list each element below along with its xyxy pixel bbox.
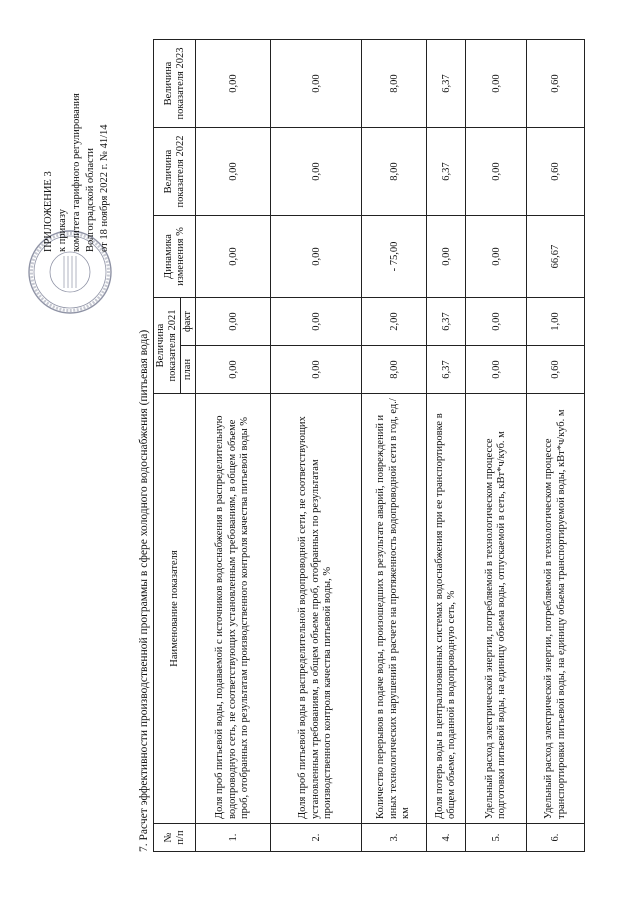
- row-num: 2.: [271, 824, 362, 852]
- rotated-page: [20, 22, 620, 882]
- header-2022: Величина показателя 2022: [154, 128, 196, 216]
- row-plan: 8,00: [362, 346, 427, 394]
- row-fact: 0,00: [271, 298, 362, 346]
- row-fact: 1,00: [527, 298, 585, 346]
- appendix-line: комитета тарифного регулирования: [71, 93, 82, 252]
- table-row: [362, 40, 427, 852]
- row-2023: 6,37: [427, 40, 466, 128]
- appendix-line: от 18 ноября 2022 г. № 41/14: [99, 124, 110, 252]
- table-row: [427, 40, 466, 852]
- appendix-line: к приказу: [57, 209, 68, 252]
- row-2023: 8,00: [362, 40, 427, 128]
- row-name: Доля проб питьевой воды в распределительной водопроводной сети, не соответствующих установленным требованиям, в общем объеме проб, отобранных по результатам производственного контроля качества питьевой воды, %: [271, 394, 362, 824]
- row-name: Количество перерывов в подаче воды, произошедших в результате аварий, повреждений и иных технологических нарушений в расчете на протяженность водопроводной сети в год, ед./км: [362, 394, 427, 824]
- row-fact: 2,00: [362, 298, 427, 346]
- table-row: [196, 40, 271, 852]
- table-row: [466, 40, 527, 852]
- header-dynamics: Динамика изменения %: [154, 216, 196, 298]
- row-dynamics: 66,67: [527, 216, 585, 298]
- row-fact: 6,37: [427, 298, 466, 346]
- row-2023: 0,60: [527, 40, 585, 128]
- row-plan: 0,00: [196, 346, 271, 394]
- header-2021: Величина показателя 2021: [154, 298, 181, 394]
- efficiency-table: [153, 39, 585, 852]
- row-dynamics: - 75,00: [362, 216, 427, 298]
- row-2022: 0,00: [466, 128, 527, 216]
- row-plan: 6,37: [427, 346, 466, 394]
- row-2023: 0,00: [466, 40, 527, 128]
- row-plan: 0,60: [527, 346, 585, 394]
- row-name: Доля проб питьевой воды, подаваемой с источников водоснабжения в распределительную водопроводную сеть, не соответствующих установленным требованиям, в общем объеме проб, отобранных по результатам производственного контроля качества питьевой воды %: [196, 394, 271, 824]
- table-row: [527, 40, 585, 852]
- row-num: 3.: [362, 824, 427, 852]
- row-dynamics: 0,00: [271, 216, 362, 298]
- row-name: Удельный расход электрической энергии, потребляемой в технологическом процессе транспортировки питьевой воды, на единицу объема транспортируемой воды, кВт*ч/куб. м: [527, 394, 585, 824]
- row-dynamics: 0,00: [427, 216, 466, 298]
- row-fact: 0,00: [466, 298, 527, 346]
- row-2023: 0,00: [196, 40, 271, 128]
- row-num: 4.: [427, 824, 466, 852]
- appendix-line: ПРИЛОЖЕНИЕ 3: [43, 171, 54, 252]
- row-name: Доля потерь воды в централизованных системах водоснабжения при ее транспортировке в общем объеме, поданной в водопроводную сеть, %: [427, 394, 466, 824]
- row-2022: 0,60: [527, 128, 585, 216]
- row-num: 6.: [527, 824, 585, 852]
- header-fact: факт: [181, 298, 196, 346]
- row-plan: 0,00: [271, 346, 362, 394]
- row-dynamics: 0,00: [196, 216, 271, 298]
- appendix-block: [42, 93, 112, 252]
- header-2023: Величина показателя 2023: [154, 40, 196, 128]
- row-2023: 0,00: [271, 40, 362, 128]
- row-num: 5.: [466, 824, 527, 852]
- row-2022: 0,00: [196, 128, 271, 216]
- header-name: Наименование показателя: [154, 394, 196, 824]
- row-num: 1.: [196, 824, 271, 852]
- section-title: 7. Расчет эффективности производственной программы в сфере холодного водоснабжения (питьевая вода): [138, 329, 150, 852]
- row-fact: 0,00: [196, 298, 271, 346]
- header-num: № п/п: [154, 824, 196, 852]
- appendix-line: Волгоградской области: [85, 147, 96, 252]
- row-2022: 0,00: [271, 128, 362, 216]
- table-row: [271, 40, 362, 852]
- header-plan: план: [181, 346, 196, 394]
- row-dynamics: 0,00: [466, 216, 527, 298]
- row-plan: 0,00: [466, 346, 527, 394]
- row-2022: 6,37: [427, 128, 466, 216]
- row-name: Удельный расход электрической энергии, потребляемой в технологическом процессе подготовки питьевой воды, на единицу объема воды, отпускаемой в сеть, кВт*ч/куб. м: [466, 394, 527, 824]
- row-2022: 8,00: [362, 128, 427, 216]
